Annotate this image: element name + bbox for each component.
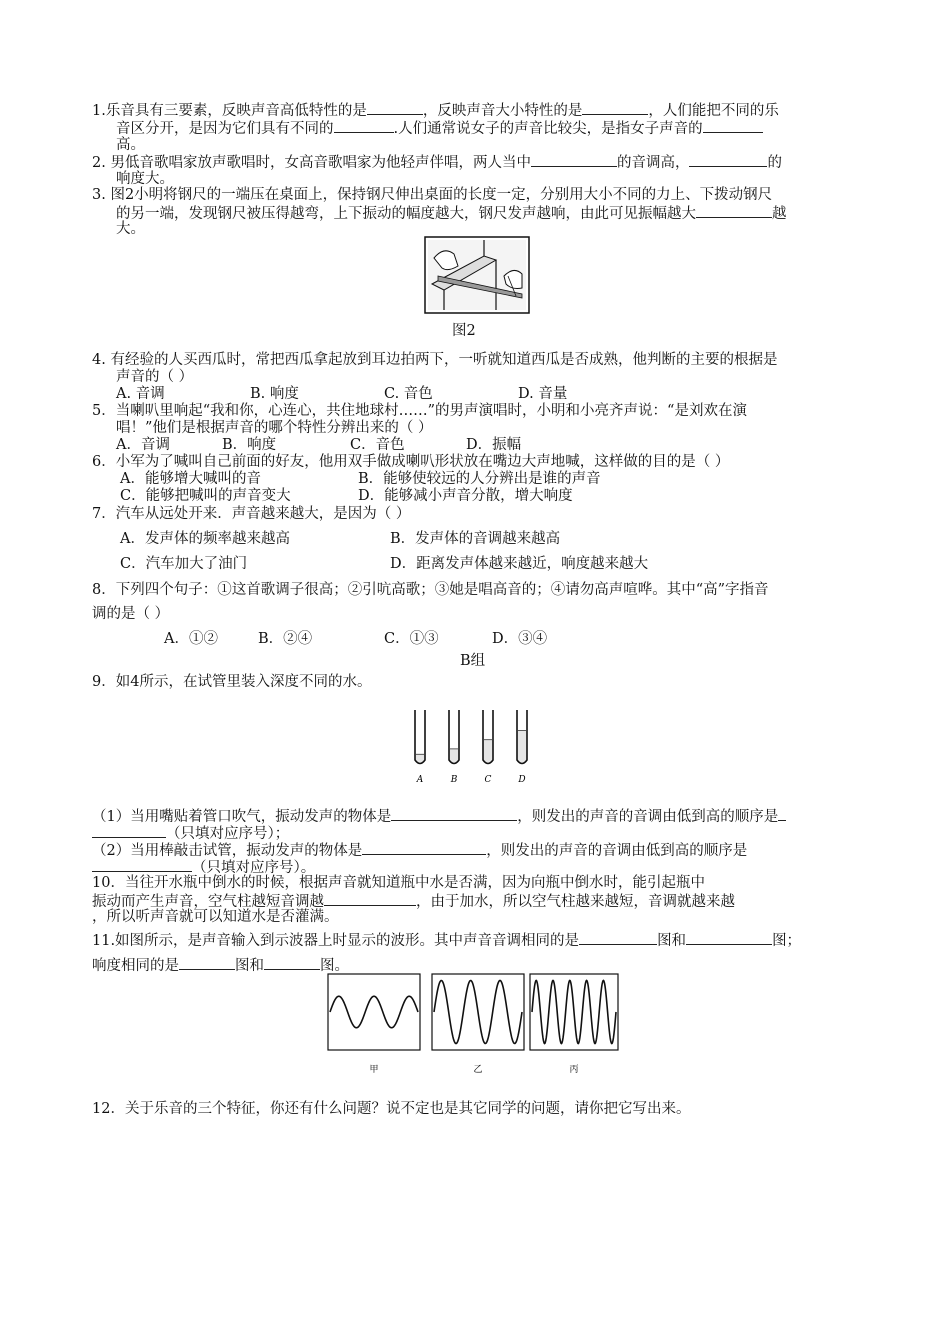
q1-line2: 音区分开，是因为它们具有不同的 .人们通常说女子的声音比较尖，是指女子声音的: [116, 118, 763, 138]
waveform-figure: [326, 972, 626, 1086]
waveform-3: [530, 974, 618, 1050]
tube-label: B: [450, 775, 458, 785]
q11-line1: 11.如图所示，是声音输入到示波器上时显示的波形。其中声音音调相同的是 图和 图；: [92, 930, 801, 950]
q1-line1: 1.乐音具有三要素，反映声音高低特性的是 ，反映声音大小特性的是 ，人们能把不同的乐: [92, 100, 779, 120]
q10-line3: ，所以听声音就可以知道水是否灌满。: [92, 909, 339, 925]
q6-option-c: C．能够把喊叫的声音变大: [120, 488, 291, 504]
q6-option-a: A．能够增大喊叫的音: [120, 471, 261, 487]
q12-line1: 12．关于乐音的三个特征，你还有什么问题？说不定也是其它同学的问题，请你把它写出来。: [92, 1101, 691, 1117]
waveform-label: 乙: [473, 1065, 483, 1075]
q5-line1: 5．当喇叭里响起“我和你，心连心，共住地球村……”的男声演唱时，小明和小亮齐声说：“是刘欢在演: [92, 403, 747, 419]
q3-line2: 的另一端，发现钢尺被压得越弯，上下振动的幅度越大，钢尺发声越响，由此可见振幅越大 越: [116, 203, 787, 223]
q5-option-c: C．音色: [350, 437, 405, 453]
q10-line1: 10．当往开水瓶中倒水的时候，根据声音就知道瓶中水是否满，因为向瓶中倒水时，能引起瓶中: [92, 875, 705, 891]
waveform-label: 丙: [569, 1065, 579, 1075]
waveform-2: [432, 974, 524, 1050]
q2-line2: 响度大。: [116, 171, 174, 187]
q9-part1-line2: （只填对应序号）；: [92, 823, 289, 843]
q5-option-a: A．音调: [116, 437, 170, 453]
q2-line1: 2. 男低音歌唱家放声歌唱时，女高音歌唱家为他轻声伴唱，两人当中 的音调高， 的: [92, 152, 782, 172]
waveform-1: [328, 974, 420, 1050]
q4-option-a: A. 音调: [116, 386, 165, 402]
q9-part2-line1: （2）当用棒敲击试管，振动发声的物体是 ，则发出的声音的音调由低到高的顺序是: [92, 840, 747, 860]
q5-option-d: D．振幅: [466, 437, 522, 453]
test-tube-C: [483, 710, 493, 764]
test-tube-A: [415, 710, 425, 764]
test-tube-B: [449, 710, 459, 764]
q5-option-b: B．响度: [222, 437, 277, 453]
q7-option-a: A．发声体的频率越来越高: [120, 531, 290, 547]
q3-line1: 3. 图2小明将钢尺的一端压在桌面上，保持钢尺伸出桌面的长度一定，分别用大小不同的力上、下拨动钢尺: [92, 187, 773, 203]
tube-label: D: [518, 775, 526, 785]
q6-line1: 6．小军为了喊叫自己前面的好友，他用双手做成喇叭形状放在嘴边大声地喊，这样做的目的是（ ）: [92, 454, 730, 470]
q7-line1: 7．汽车从远处开来．声音越来越大，是因为（ ）: [92, 506, 411, 522]
q11-line2: 响度相同的是 图和 图。: [92, 955, 349, 975]
test-tubes-figure: [404, 706, 544, 786]
q9-part1-line1: （1）当用嘴贴着管口吹气，振动发声的物体是 ，则发出的声音的音调由低到高的顺序是: [92, 806, 786, 826]
q6-option-d: D．能够减小声音分散，增大响度: [358, 488, 573, 504]
group-b-heading: B组: [460, 653, 486, 669]
q5-line2: 唱！”他们是根据声音的哪个特性分辨出来的（ ）: [116, 420, 433, 436]
q8-option-c: C．①③: [384, 631, 439, 647]
q6-option-b: B．能够使较远的人分辨出是谁的声音: [358, 471, 601, 487]
q9-part2-line2: （只填对应序号）。: [92, 857, 315, 877]
q9-line1: 9．如4所示，在试管里装入深度不同的水。: [92, 674, 372, 690]
q7-option-d: D．距离发声体越来越近，响度越来越大: [390, 556, 649, 572]
q8-line1: 8．下列四个句子：①这首歌调子很高；②引吭高歌；③她是唱高音的；④请勿高声喧哗。其中“高”字指音: [92, 582, 769, 598]
q1-line3: 高。: [116, 137, 145, 153]
tube-label: C: [484, 775, 492, 785]
q8-line2: 调的是（ ）: [92, 606, 170, 622]
q4-option-c: C. 音色: [384, 386, 433, 402]
q8-option-b: B．②④: [258, 631, 313, 647]
q8-option-a: A．①②: [164, 631, 218, 647]
tube-label: A: [416, 775, 424, 785]
q8-option-d: D．③④: [492, 631, 548, 647]
ruler-figure: [424, 236, 530, 314]
q4-line2: 声音的（ ）: [116, 369, 194, 385]
q7-option-b: B．发声体的音调越来越高: [390, 531, 561, 547]
q10-line2: 振动而产生声音，空气柱越短音调越 ，由于加水，所以空气柱越来越短，音调就越来越: [92, 891, 735, 911]
test-tube-D: [517, 710, 527, 764]
q4-line1: 4. 有经验的人买西瓜时，常把西瓜拿起放到耳边拍两下，一听就知道西瓜是否成熟，他判断的主要的根据是: [92, 352, 778, 368]
q4-option-b: B. 响度: [250, 386, 299, 402]
q4-option-d: D. 音量: [518, 386, 568, 402]
figure2-caption: 图2: [452, 323, 476, 339]
q7-option-c: C．汽车加大了油门: [120, 556, 248, 572]
waveform-label: 甲: [369, 1065, 379, 1075]
q3-line3: 大。: [116, 221, 145, 237]
